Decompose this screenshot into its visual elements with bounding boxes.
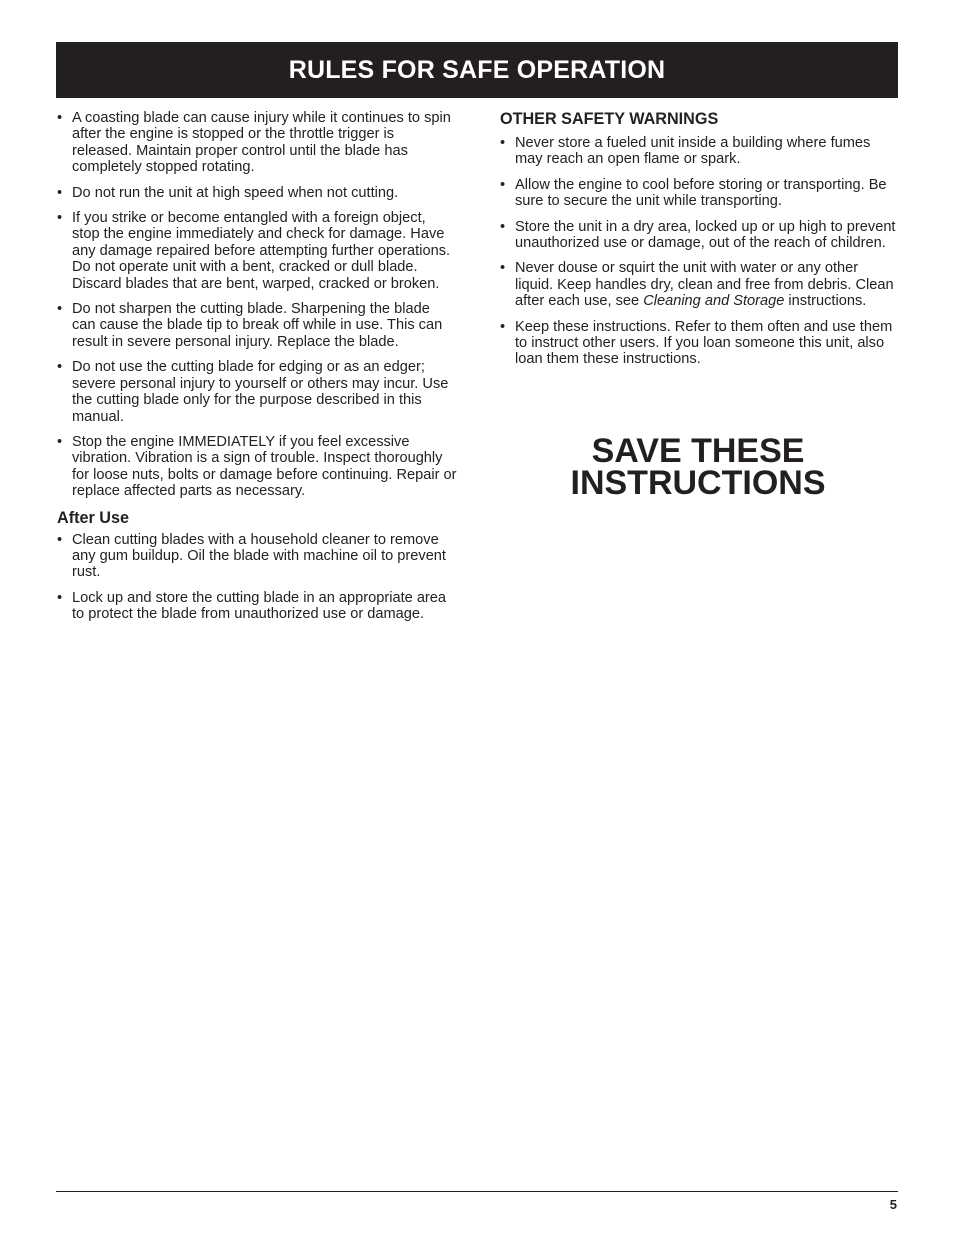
after-use-bullet-list	[57, 532, 457, 623]
list-item: • Do not use the cutting blade for edging or as an edger; severe personal injury to yourself or others may incur. Use the cutting blade only for the purpose described in this manual.	[57, 359, 449, 425]
bullet-icon: •	[500, 218, 506, 235]
list-item: • Do not run the unit at high speed when not cutting.	[57, 184, 399, 201]
cross-reference: Cleaning and Storage	[643, 293, 785, 310]
save-instructions-notice	[500, 432, 896, 502]
left-column	[57, 110, 457, 632]
section-title-banner	[56, 42, 898, 98]
list-item: • Stop the engine IMMEDIATELY if you feel excessive vibration. Vibration is a sign of trouble. Inspect thoroughly for loose nuts, bolts or damage before continuing. Repair or replace affected parts as necessary.	[57, 433, 457, 500]
list-item: • Never douse or squirt the unit with water or any other liquid. Keep handles dry, clean and free from debris. Clean after each use, see Cleaning and Storage instructions.	[500, 260, 894, 310]
list-item: • Keep these instructions. Refer to them often and use them to instruct other users. If you loan someone this unit, also loan them these instructions.	[500, 318, 893, 368]
bullet-icon: •	[57, 110, 63, 126]
list-item: • If you strike or become entangled with a foreign object, stop the engine immediately and check for damage. Have any damage repaired before attempting further operations. Do not operate unit with a bent, cracked or dull blade. Discard blades that are bent, warped, cracked or broken.	[57, 210, 451, 292]
bullet-icon: •	[500, 176, 506, 193]
list-item: • Do not sharpen the cutting blade. Sharpening the blade can cause the blade tip to break off while in use. This can result in severe personal injury. Replace the blade.	[57, 301, 443, 350]
footer-divider	[56, 1191, 898, 1192]
list-item: • Never store a fueled unit inside a building where fumes may reach an open flame or spark.	[500, 135, 871, 168]
bullet-icon: •	[500, 318, 506, 335]
bullet-icon: •	[57, 359, 63, 376]
save-notice-line-2: INSTRUCTIONS	[570, 464, 826, 502]
list-item: • Lock up and store the cutting blade in an appropriate area to protect the blade from unauthorized use or damage.	[57, 589, 447, 623]
save-notice-line-1: SAVE THESE	[591, 432, 805, 470]
bullet-icon: •	[57, 433, 63, 450]
section-title: RULES FOR SAFE OPERATION	[288, 55, 666, 84]
other-safety-warnings-heading: OTHER SAFETY WARNINGS	[500, 110, 719, 128]
list-item: • Store the unit in a dry area, locked up or up high to prevent unauthorized use or damage, out of the reach of children.	[500, 218, 896, 252]
bullet-icon: •	[500, 135, 506, 151]
right-column	[500, 110, 900, 377]
bullet-icon: •	[57, 210, 63, 227]
bullet-icon: •	[57, 531, 63, 548]
list-item: • Clean cutting blades with a household cleaner to remove any gum buildup. Oil the blade with machine oil to prevent rust.	[57, 531, 446, 581]
bullet-icon: •	[57, 301, 63, 318]
after-use-heading: After Use	[57, 508, 129, 527]
page-number: 5	[889, 1197, 897, 1212]
bullet-icon: •	[500, 260, 506, 277]
list-item: • A coasting blade can cause injury while it continues to spin after the engine is stopped or the throttle trigger is released. Maintain proper control until the blade has completely stopped rotating.	[57, 110, 451, 176]
bullet-icon: •	[57, 589, 63, 606]
left-bullet-list	[57, 110, 457, 500]
bullet-icon: •	[57, 184, 63, 201]
list-item: • Allow the engine to cool before storing or transporting. Be sure to secure the unit while transporting.	[500, 176, 887, 210]
other-warnings-bullet-list	[500, 135, 900, 368]
